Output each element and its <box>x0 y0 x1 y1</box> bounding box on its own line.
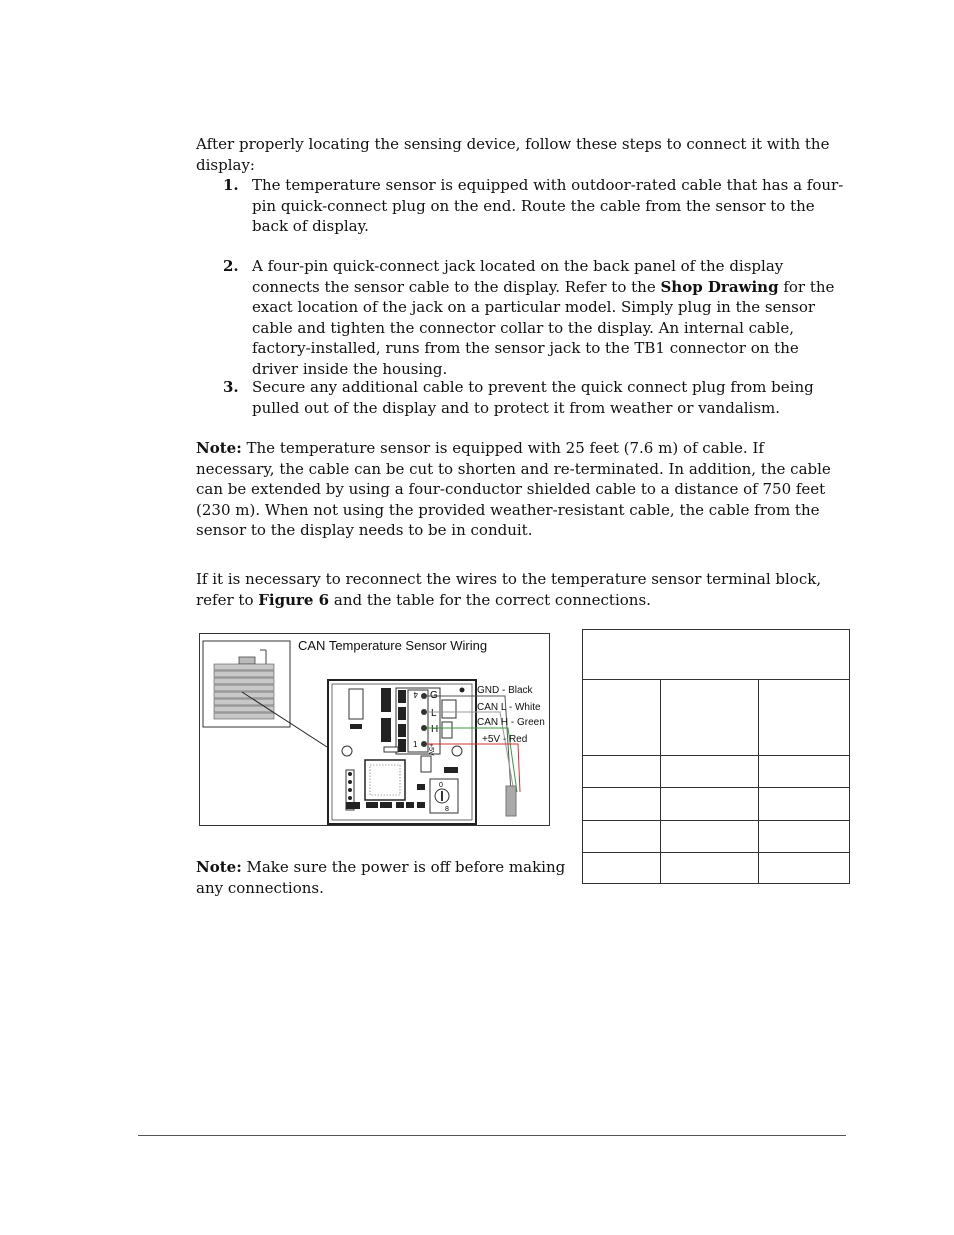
step-2-text-part: A four-pin quick-connect jack located on the back panel of the display connects the sensor cable to the display. Refer to the <box>252 257 784 296</box>
pin-label: G <box>430 690 438 701</box>
table-cell <box>583 756 661 788</box>
table-cell <box>661 821 758 853</box>
reconnect-text-part: and the table for the correct connections. <box>329 590 651 609</box>
table-cell <box>583 853 661 884</box>
dial-label: 8 <box>445 806 449 813</box>
table-cell <box>583 788 661 821</box>
table-cell <box>758 680 849 756</box>
dial-label: 0 <box>439 782 443 789</box>
step-number: 1. <box>223 176 239 194</box>
pin-label: L <box>431 708 437 719</box>
table-row <box>583 821 850 853</box>
table-cell <box>758 756 849 788</box>
table-row <box>583 680 850 756</box>
note-label: Note: <box>196 858 242 876</box>
table-cell <box>758 853 849 884</box>
note-text: Make sure the power is off before making any connections. <box>196 858 566 897</box>
table-cell <box>758 821 849 853</box>
terminal-number: 1 <box>413 740 418 749</box>
pin-label: +5V <box>427 743 434 756</box>
table-cell <box>583 630 850 680</box>
table-cell <box>758 788 849 821</box>
table-cell <box>661 756 758 788</box>
wire-label-can-h: CAN H - Green <box>477 717 545 728</box>
step-number: 3. <box>223 378 239 396</box>
chip <box>365 760 405 800</box>
wiring-figure <box>199 633 550 826</box>
connection-table <box>582 629 850 884</box>
figure-title: CAN Temperature Sensor Wiring <box>298 638 488 653</box>
wire-label-gnd: GND - Black <box>477 685 533 696</box>
step-2-text <box>252 256 844 379</box>
table-cell <box>583 821 661 853</box>
terminal-number: 4 <box>413 690 418 699</box>
figure-ref: Figure 6 <box>258 590 330 609</box>
table-cell <box>661 788 758 821</box>
reconnect-paragraph <box>196 569 846 610</box>
reconnect-text-part: If it is necessary to reconnect the wires to the temperature sensor terminal block, refer to <box>196 570 822 609</box>
wire-label-can-l: CAN L - White <box>477 702 541 713</box>
intro-paragraph: After properly locating the sensing device, follow these steps to connect it with the display: <box>196 135 830 174</box>
table-row <box>583 756 850 788</box>
power-note <box>196 857 566 898</box>
table-cell <box>583 680 661 756</box>
step-number: 2. <box>223 257 239 275</box>
step-1-text: The temperature sensor is equipped with outdoor-rated cable that has a four-pin quick-connect plug on the end. Route the cable from the sensor to the back of display. <box>252 176 844 235</box>
table-header-row <box>583 630 850 680</box>
note-text: The temperature sensor is equipped with 25 feet (7.6 m) of cable. If necessary, the cable can be cut to shorten and re-terminated. In addition, the cable can be extended by using a four-conductor shielded cable to a distance of 750 feet (230 m). When not using the provided weather-resistant cable, the cable from the sensor to the display needs to be in conduit. <box>196 439 831 539</box>
wire-label-5v: +5V - Red <box>482 734 528 745</box>
note-label: Note: <box>196 439 242 457</box>
shop-drawing-ref: Shop Drawing <box>660 277 779 296</box>
step-3-text: Secure any additional cable to prevent the quick connect plug from being pulled out of the display and to protect it from weather or vandalism. <box>252 378 814 417</box>
cable-jacket <box>506 786 516 816</box>
step-2-text-part: for the exact location of the jack on a particular model. Simply plug in the sensor cable and tighten the connector collar to the display. An internal cable, factory-installed, runs from the sensor jack to the TB1 connector on the driver inside the housing. <box>252 277 835 378</box>
pin-label: H <box>431 724 439 735</box>
table-cell <box>661 853 758 884</box>
table-row <box>583 788 850 821</box>
footer-rule <box>138 1135 846 1136</box>
table-cell <box>661 680 758 756</box>
cable-note <box>196 438 846 541</box>
wiring-diagram <box>200 634 551 827</box>
table-row <box>583 853 850 884</box>
